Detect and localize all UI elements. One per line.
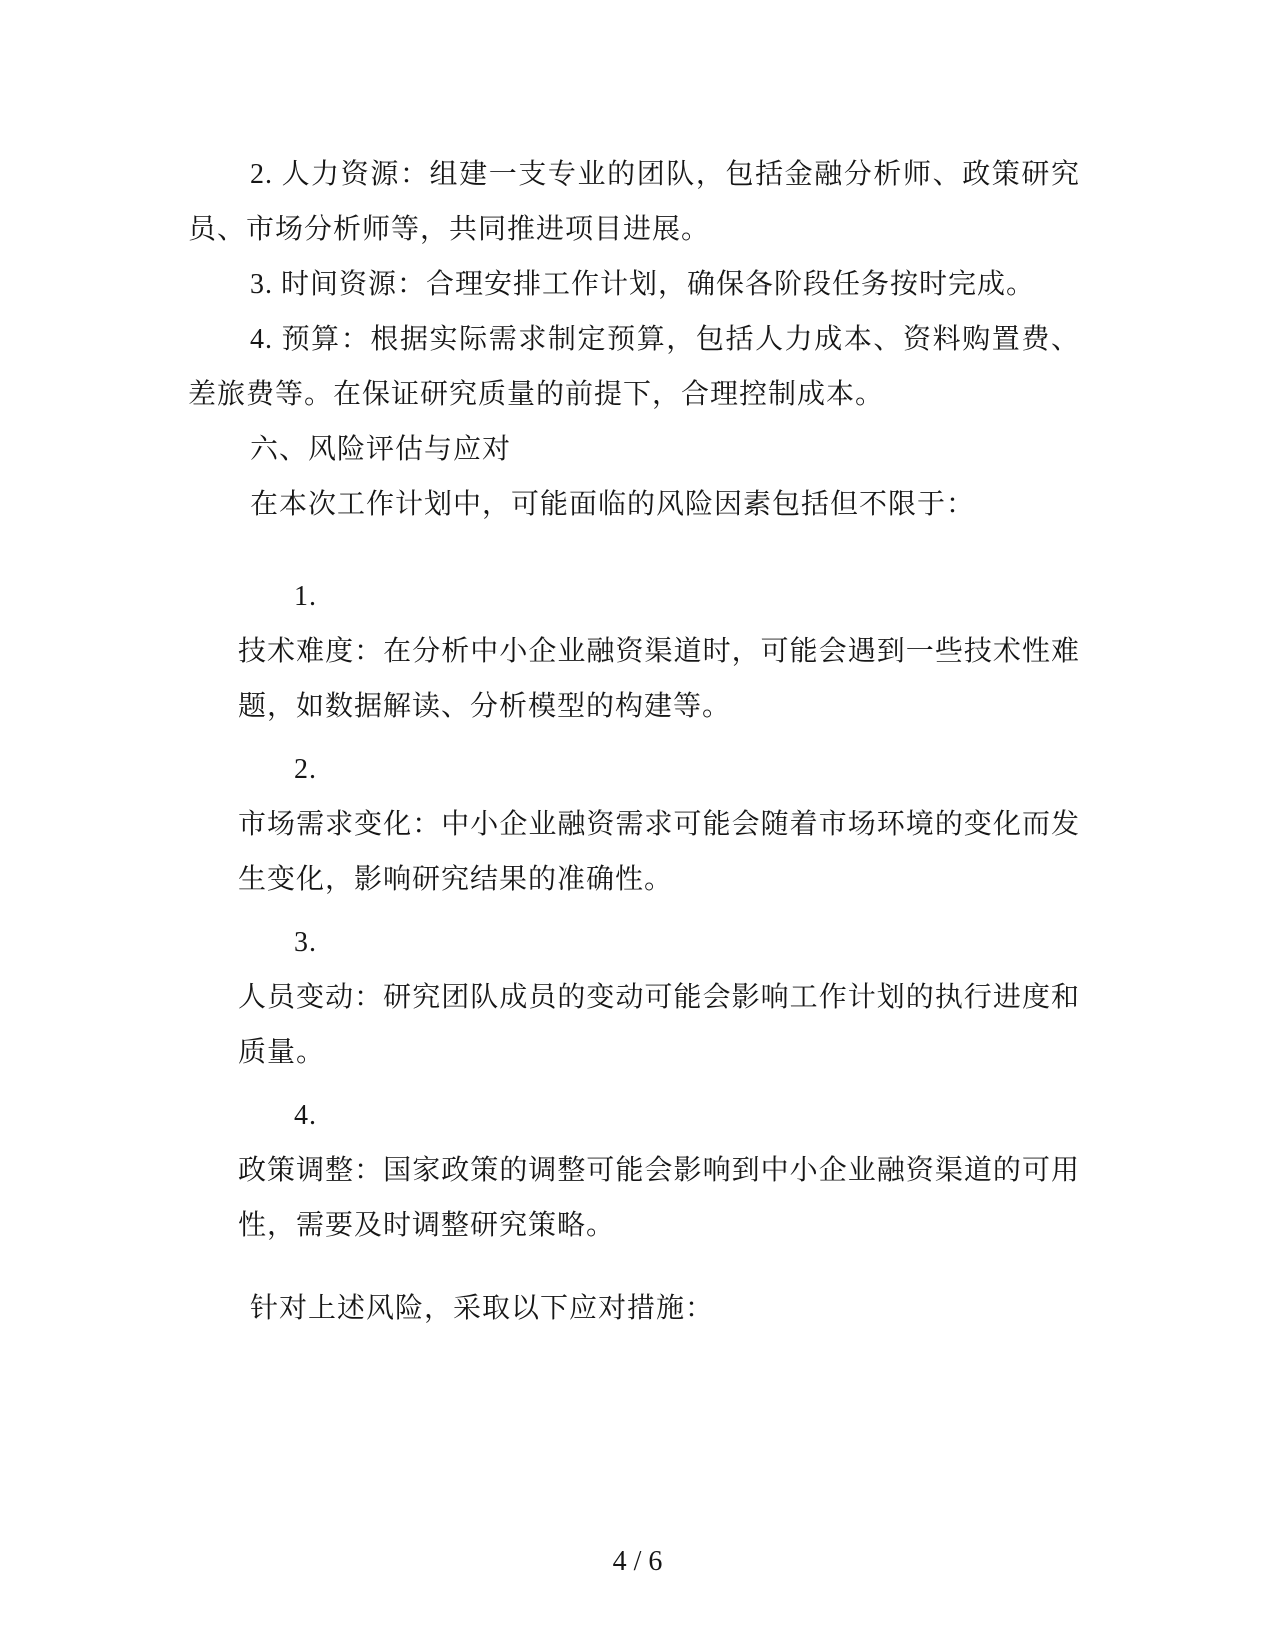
closing-line: 针对上述风险，采取以下应对措施： bbox=[250, 1293, 715, 1324]
list-item-number: 1. bbox=[294, 581, 317, 612]
list-item-text-line: 生变化，影响研究结果的准确性。 bbox=[238, 864, 674, 895]
page-number: 4 / 6 bbox=[612, 1546, 663, 1577]
section-intro-line: 在本次工作计划中，可能面临的风险因素包括但不限于： bbox=[250, 489, 976, 520]
resources-paragraphs bbox=[188, 147, 1080, 532]
list-item-text-line: 市场需求变化：中小企业融资需求可能会随着市场环境的变化而发 bbox=[238, 809, 1080, 840]
paragraph-line: 差旅费等。在保证研究质量的前提下，合理控制成本。 bbox=[188, 379, 885, 410]
list-item-number: 3. bbox=[294, 927, 317, 958]
list-item-text-line: 技术难度：在分析中小企业融资渠道时，可能会遇到一些技术性难 bbox=[238, 636, 1080, 667]
list-item bbox=[238, 915, 1080, 1080]
paragraph-line: 2. 人力资源：组建一支专业的团队，包括金融分析师、政策研究 bbox=[250, 159, 1080, 190]
list-item-text-line: 性，需要及时调整研究策略。 bbox=[238, 1210, 616, 1241]
paragraph-line: 3. 时间资源：合理安排工作计划，确保各阶段任务按时完成。 bbox=[250, 269, 1036, 300]
list-item-text-line: 质量。 bbox=[238, 1037, 326, 1068]
risk-list bbox=[238, 569, 1080, 1253]
paragraph-line: 员、市场分析师等，共同推进项目进展。 bbox=[188, 214, 711, 245]
list-item bbox=[238, 742, 1080, 907]
paragraph-line: 4. 预算：根据实际需求制定预算，包括人力成本、资料购置费、 bbox=[250, 324, 1080, 355]
list-item-number: 4. bbox=[294, 1100, 317, 1131]
list-item bbox=[238, 569, 1080, 734]
list-item-text-line: 人员变动：研究团队成员的变动可能会影响工作计划的执行进度和 bbox=[238, 982, 1080, 1013]
list-item bbox=[238, 1088, 1080, 1253]
list-item-number: 2. bbox=[294, 754, 317, 785]
section-heading: 六、风险评估与应对 bbox=[250, 434, 512, 465]
list-item-text-line: 政策调整：国家政策的调整可能会影响到中小企业融资渠道的可用 bbox=[238, 1155, 1080, 1186]
list-item-text-line: 题，如数据解读、分析模型的构建等。 bbox=[238, 691, 732, 722]
